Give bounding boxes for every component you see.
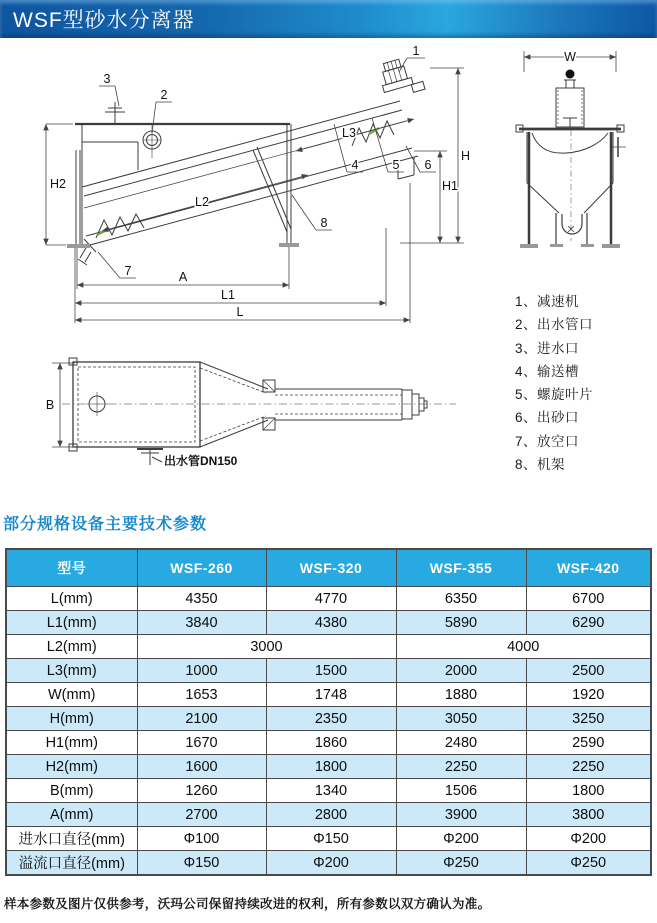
part-number-8: 8 — [320, 216, 328, 230]
col-header-wsf320: WSF-320 — [266, 549, 396, 587]
table-row — [6, 587, 651, 611]
value-cell: Φ250 — [396, 851, 526, 876]
part-number-1: 1 — [412, 44, 420, 58]
side-view — [67, 55, 425, 265]
value-cell: 2350 — [266, 707, 396, 731]
plan-view-dimensions — [52, 363, 75, 447]
legend-item: 7、放空口 — [515, 433, 580, 449]
section-title: 部分规格设备主要技术参数 — [3, 516, 208, 533]
col-header-model: 型号 — [6, 549, 137, 587]
dim-label-h2: H2 — [50, 177, 66, 191]
value-cell: 1600 — [137, 755, 266, 779]
gear-motor — [377, 55, 425, 101]
value-cell: 2250 — [396, 755, 526, 779]
value-cell: 3050 — [396, 707, 526, 731]
value-cell: 4350 — [137, 587, 266, 611]
value-cell: 4380 — [266, 611, 396, 635]
legend-item: 8、机架 — [515, 457, 566, 473]
value-cell: 1670 — [137, 731, 266, 755]
legend-item: 2、出水管口 — [515, 317, 594, 333]
value-cell-merged: 3000 — [137, 635, 396, 659]
part-number-4: 4 — [351, 158, 359, 172]
value-cell-merged: 4000 — [396, 635, 651, 659]
value-cell: 1000 — [137, 659, 266, 683]
value-cell: 1920 — [526, 683, 651, 707]
row-label: W(mm) — [6, 683, 137, 707]
table-row — [6, 707, 651, 731]
value-cell: Φ200 — [396, 827, 526, 851]
outlet-pipe-label: 出水管DN150 — [164, 454, 238, 468]
row-label: H1(mm) — [6, 731, 137, 755]
value-cell: 2000 — [396, 659, 526, 683]
legend-item: 5、螺旋叶片 — [515, 387, 594, 403]
dim-label-l1: L1 — [221, 288, 235, 302]
end-view — [516, 70, 626, 249]
row-label: 溢流口直径(mm) — [6, 851, 137, 876]
row-label: L2(mm) — [6, 635, 137, 659]
value-cell: 1800 — [526, 779, 651, 803]
value-cell: 3800 — [526, 803, 651, 827]
value-cell: 1880 — [396, 683, 526, 707]
table-row — [6, 635, 651, 659]
value-cell: Φ200 — [526, 827, 651, 851]
value-cell: 2500 — [526, 659, 651, 683]
part-number-5: 5 — [392, 158, 400, 172]
value-cell: Φ100 — [137, 827, 266, 851]
value-cell: Φ250 — [526, 851, 651, 876]
value-cell: 5890 — [396, 611, 526, 635]
value-cell: 2250 — [526, 755, 651, 779]
value-cell: 6350 — [396, 587, 526, 611]
row-label: 进水口直径(mm) — [6, 827, 137, 851]
value-cell: 1340 — [266, 779, 396, 803]
row-label: B(mm) — [6, 779, 137, 803]
page-title: WSF型砂水分离器 — [13, 9, 195, 32]
table-row — [6, 803, 651, 827]
title-bar — [0, 0, 657, 38]
part-number-3: 3 — [103, 72, 111, 86]
dim-label-l2: L2 — [195, 195, 209, 209]
value-cell: Φ150 — [137, 851, 266, 876]
table-row — [6, 755, 651, 779]
dim-label-l3: L3 — [342, 126, 356, 140]
row-label: L3(mm) — [6, 659, 137, 683]
legend-item: 3、进水口 — [515, 340, 580, 356]
dim-label-b: B — [45, 398, 55, 412]
table-row — [6, 683, 651, 707]
dim-label-l: L — [236, 305, 244, 319]
value-cell: Φ150 — [266, 827, 396, 851]
table-row — [6, 731, 651, 755]
part-number-7: 7 — [124, 264, 132, 278]
parts-legend — [515, 290, 657, 476]
footer-note: 样本参数及图片仅供参考，沃玛公司保留持续改进的权利，所有参数以双方确认为准。 — [4, 897, 491, 911]
value-cell: Φ200 — [266, 851, 396, 876]
dim-label-a: A — [178, 270, 188, 284]
plan-view — [62, 358, 456, 465]
value-cell: 1860 — [266, 731, 396, 755]
table-row — [6, 659, 651, 683]
legend-item: 4、输送槽 — [515, 363, 580, 379]
value-cell: 1800 — [266, 755, 396, 779]
value-cell: 3900 — [396, 803, 526, 827]
row-label: L1(mm) — [6, 611, 137, 635]
table-row — [6, 611, 651, 635]
value-cell: 4770 — [266, 587, 396, 611]
legend-item: 6、出砂口 — [515, 410, 580, 426]
dim-label-h: H — [461, 149, 471, 163]
table-row — [6, 779, 651, 803]
dim-label-w: W — [564, 50, 576, 64]
table-row — [6, 851, 651, 876]
dim-label-h1: H1 — [442, 179, 458, 193]
legend-item: 1、减速机 — [515, 294, 580, 309]
col-header-wsf355: WSF-355 — [396, 549, 526, 587]
value-cell: 6290 — [526, 611, 651, 635]
value-cell: 2800 — [266, 803, 396, 827]
part-number-6: 6 — [424, 158, 432, 172]
col-header-wsf420: WSF-420 — [526, 549, 651, 587]
value-cell: 3840 — [137, 611, 266, 635]
row-label: L(mm) — [6, 587, 137, 611]
value-cell: 2590 — [526, 731, 651, 755]
value-cell: 2480 — [396, 731, 526, 755]
value-cell: 1748 — [266, 683, 396, 707]
side-view-labels — [50, 44, 470, 319]
header-row — [6, 549, 651, 587]
value-cell: 2700 — [137, 803, 266, 827]
table-row — [6, 827, 651, 851]
row-label: H2(mm) — [6, 755, 137, 779]
value-cell: 2100 — [137, 707, 266, 731]
spec-table — [5, 548, 652, 876]
row-label: A(mm) — [6, 803, 137, 827]
row-label: H(mm) — [6, 707, 137, 731]
value-cell: 1653 — [137, 683, 266, 707]
value-cell: 1500 — [266, 659, 396, 683]
value-cell: 6700 — [526, 587, 651, 611]
value-cell: 3250 — [526, 707, 651, 731]
part-number-2: 2 — [160, 88, 168, 102]
value-cell: 1506 — [396, 779, 526, 803]
value-cell: 1260 — [137, 779, 266, 803]
col-header-wsf260: WSF-260 — [137, 549, 266, 587]
